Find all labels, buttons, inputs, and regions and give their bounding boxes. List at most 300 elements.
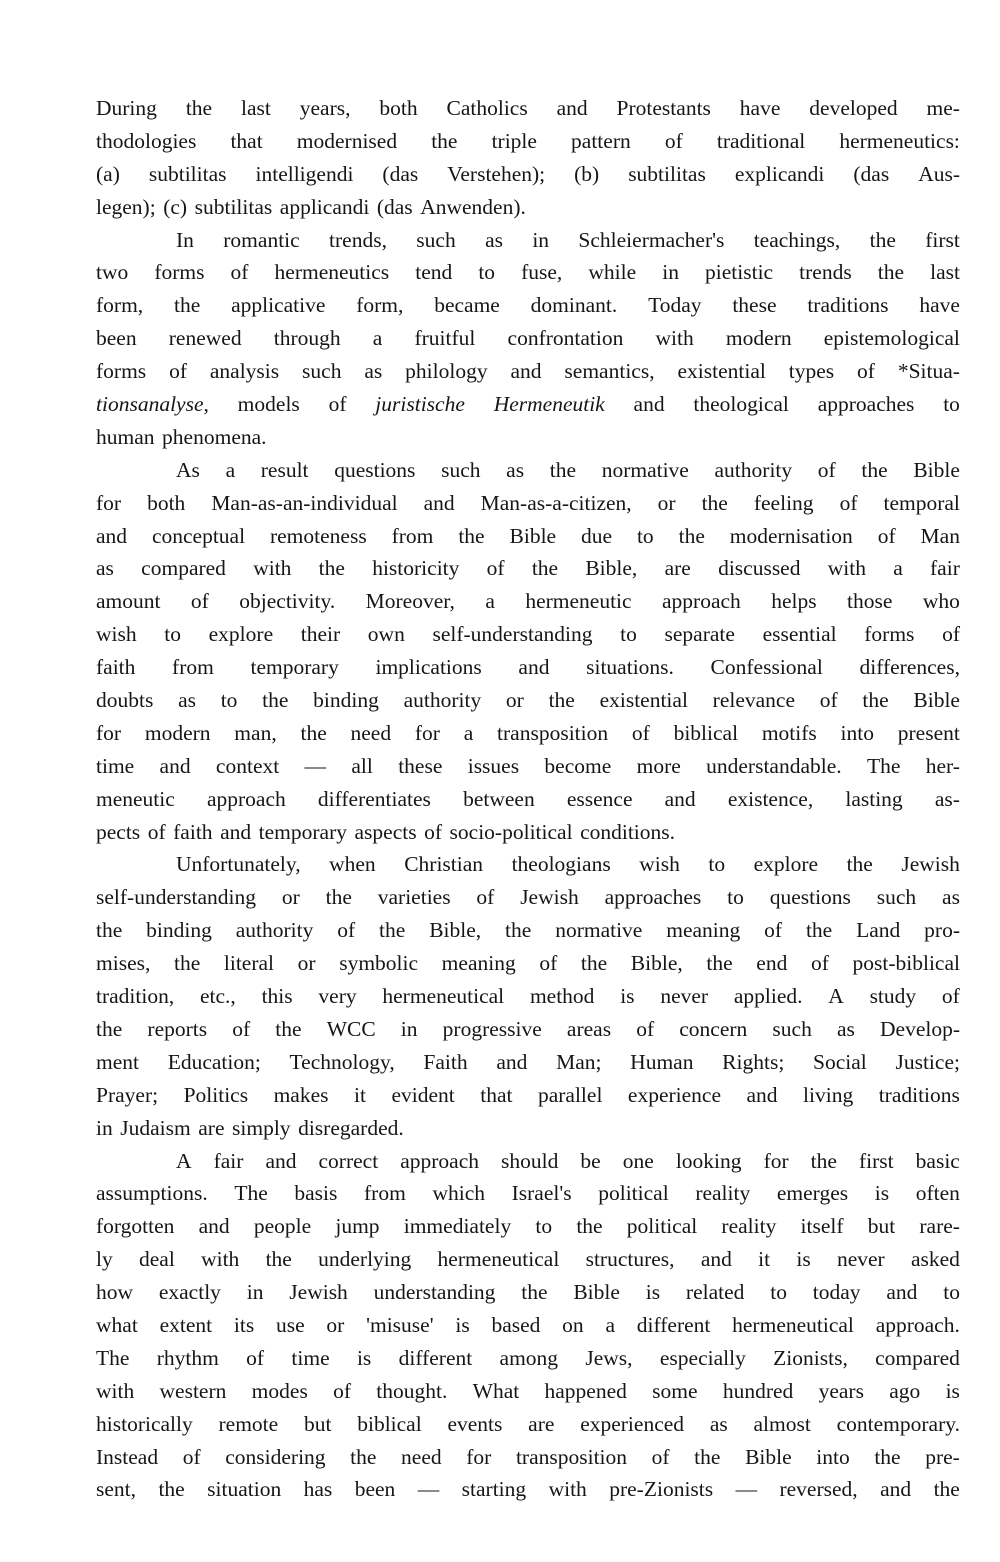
word: in xyxy=(246,1280,264,1305)
word: of xyxy=(486,556,505,581)
word: temporal xyxy=(883,490,960,515)
word: doubts xyxy=(96,688,154,713)
word: Protestants xyxy=(616,96,711,120)
word: hermeneutic xyxy=(525,589,632,614)
word: as- xyxy=(934,786,960,811)
word: this xyxy=(261,984,293,1009)
word: Confessional xyxy=(710,655,823,680)
word: Jewish xyxy=(520,885,579,910)
word: the xyxy=(173,293,201,318)
word: of xyxy=(424,819,443,844)
word: that xyxy=(480,1082,513,1107)
word: Faith xyxy=(423,1049,468,1074)
word: both xyxy=(147,490,186,515)
word: are xyxy=(528,1411,555,1436)
word: (c) xyxy=(163,194,188,219)
word: of xyxy=(636,1016,655,1041)
word: Man-as-an-individual xyxy=(211,490,398,515)
word: through xyxy=(273,326,341,351)
text-line xyxy=(96,1408,960,1441)
word: who xyxy=(922,589,960,614)
word: normative xyxy=(555,918,643,943)
word: pects xyxy=(96,819,141,844)
word: pattern xyxy=(571,128,631,153)
word: happened xyxy=(544,1378,627,1403)
text-line xyxy=(96,487,960,520)
word: of xyxy=(539,951,558,976)
word: pre-Zionists xyxy=(609,1477,714,1502)
word: for xyxy=(96,490,122,515)
word: and xyxy=(633,392,665,417)
word: hermeneutics: xyxy=(839,128,960,153)
word: temporary xyxy=(258,819,347,844)
word: years xyxy=(818,1378,864,1403)
text-line xyxy=(96,717,960,750)
word: The xyxy=(866,753,901,778)
word: and xyxy=(664,786,696,811)
word: human xyxy=(96,424,155,449)
word: transposition xyxy=(515,1444,628,1469)
word: and xyxy=(700,1247,732,1272)
word: with xyxy=(96,1378,135,1403)
word: remote xyxy=(218,1411,279,1436)
word: Jewish xyxy=(289,1280,348,1305)
word: applied. xyxy=(733,984,803,1009)
word: people xyxy=(253,1214,312,1239)
word: Moreover, xyxy=(365,589,455,614)
word: and xyxy=(496,1049,528,1074)
word: reversed, xyxy=(779,1477,858,1502)
word: mises, xyxy=(96,951,151,976)
word: authority xyxy=(235,918,314,943)
word: of xyxy=(651,1444,670,1469)
word: Jewish xyxy=(901,852,960,877)
word: amount xyxy=(96,589,161,614)
word: the xyxy=(862,688,889,713)
word: approaches xyxy=(604,885,702,910)
word: aspects xyxy=(354,819,417,844)
word: the xyxy=(379,918,406,943)
word: almost xyxy=(753,1411,811,1436)
word: become xyxy=(544,753,612,778)
word: evident xyxy=(391,1082,455,1107)
word: and xyxy=(220,819,252,844)
word: jump xyxy=(335,1214,380,1239)
word: the xyxy=(96,1016,123,1041)
word: explicandi xyxy=(734,161,825,186)
text-line xyxy=(96,256,960,289)
word: due xyxy=(581,523,613,548)
word: the xyxy=(325,885,352,910)
word: Bible xyxy=(913,688,960,713)
word: tradition, xyxy=(96,984,175,1009)
word: emerges xyxy=(776,1181,849,1206)
word: such xyxy=(876,885,917,910)
word: parallel xyxy=(537,1082,603,1107)
word: time xyxy=(96,753,135,778)
word: areas xyxy=(566,1016,612,1041)
word: a xyxy=(485,589,495,614)
word: pre- xyxy=(925,1444,960,1469)
word: Bible, xyxy=(429,918,482,943)
word: for xyxy=(763,1148,789,1173)
word: The xyxy=(96,1345,130,1370)
word: the xyxy=(933,1477,960,1502)
word: types xyxy=(788,359,835,384)
word: Social xyxy=(813,1049,867,1074)
word: essence xyxy=(566,786,633,811)
word: modernised xyxy=(296,128,398,153)
word: intelligendi xyxy=(255,161,354,186)
word: discussed xyxy=(718,556,801,581)
word: forms xyxy=(864,622,915,647)
word: ly xyxy=(96,1247,113,1272)
word: the xyxy=(580,951,608,976)
word: of xyxy=(810,951,829,976)
word: to xyxy=(220,688,238,713)
word: wish xyxy=(96,622,137,647)
word: forgotten xyxy=(96,1214,175,1239)
word: trends xyxy=(799,260,852,285)
word: for xyxy=(96,720,122,745)
word: of xyxy=(941,984,960,1009)
word: hermeneutical xyxy=(437,1247,560,1272)
word: the xyxy=(458,523,485,548)
word: has xyxy=(303,1477,333,1502)
word: as xyxy=(836,1016,855,1041)
word: to xyxy=(478,260,496,285)
word: correct xyxy=(318,1148,379,1173)
word: and xyxy=(518,655,550,680)
word: from xyxy=(172,655,214,680)
word: understandable. xyxy=(706,753,842,778)
word: Develop- xyxy=(880,1016,960,1041)
word: What xyxy=(472,1378,520,1403)
word: situations. xyxy=(586,655,674,680)
word: contemporary. xyxy=(836,1411,960,1436)
word: romantic xyxy=(223,227,300,252)
word: Man; xyxy=(556,1049,602,1074)
word: theological xyxy=(693,392,789,417)
word: Judaism xyxy=(120,1115,191,1140)
word: the xyxy=(846,852,873,877)
word: of xyxy=(857,359,875,384)
word: Technology, xyxy=(289,1049,395,1074)
word: existence, xyxy=(727,786,814,811)
word: is xyxy=(874,1181,890,1206)
text-line xyxy=(96,651,960,684)
word: understanding xyxy=(373,1280,496,1305)
word: to xyxy=(636,523,654,548)
word: literal xyxy=(223,951,275,976)
word: the xyxy=(548,688,575,713)
text-line xyxy=(96,1375,960,1408)
word: as xyxy=(96,556,114,581)
word: issues xyxy=(467,753,520,778)
text-line xyxy=(96,980,960,1013)
word: self-understanding xyxy=(432,622,593,647)
word: Catholics xyxy=(446,96,528,120)
word: form, xyxy=(96,293,144,318)
word: Jews, xyxy=(585,1345,633,1370)
word: — xyxy=(304,753,327,778)
word: to xyxy=(708,852,726,877)
text-line xyxy=(96,388,960,421)
word: fair xyxy=(930,556,960,581)
word: faith xyxy=(96,655,136,680)
word: varieties xyxy=(377,885,451,910)
word: ment xyxy=(96,1049,139,1074)
word: as xyxy=(364,359,383,384)
word: of xyxy=(246,1345,265,1370)
word: assumptions. xyxy=(96,1181,208,1206)
word: trends, xyxy=(329,227,387,252)
text-line xyxy=(96,92,960,125)
word: is xyxy=(945,1378,960,1403)
word: what xyxy=(96,1312,138,1337)
word: tionsanalyse, xyxy=(96,392,209,417)
word: to xyxy=(943,392,960,417)
text-line xyxy=(96,881,960,914)
word: different xyxy=(398,1345,473,1370)
word: different xyxy=(636,1312,711,1337)
word: tend xyxy=(415,260,453,285)
word: modern xyxy=(144,720,211,745)
word: very xyxy=(318,984,357,1009)
word: hermeneutics xyxy=(274,260,390,285)
word: experience xyxy=(627,1082,722,1107)
word: sent, xyxy=(96,1477,137,1502)
word: it xyxy=(758,1247,771,1272)
word: Bible, xyxy=(630,951,683,976)
word: use xyxy=(275,1312,305,1337)
paragraph xyxy=(96,92,960,224)
word: modernisation xyxy=(729,523,853,548)
word: last xyxy=(930,260,960,285)
word: of xyxy=(476,885,495,910)
word: of xyxy=(232,1016,251,1041)
word: as xyxy=(178,688,196,713)
word: for xyxy=(414,720,440,745)
word: today xyxy=(812,1280,861,1305)
word: result xyxy=(260,457,309,482)
word: on xyxy=(562,1312,584,1337)
word: which xyxy=(432,1181,485,1206)
word: the xyxy=(861,457,888,482)
word: thodologies xyxy=(96,128,197,153)
word: and xyxy=(159,753,191,778)
word: confrontation xyxy=(507,326,624,351)
word: from xyxy=(364,1181,406,1206)
word: these xyxy=(398,753,443,778)
text-line xyxy=(96,816,960,849)
word: existential xyxy=(599,688,688,713)
text-line xyxy=(96,783,960,816)
word: and xyxy=(423,490,455,515)
word: (das xyxy=(382,161,419,186)
word: authority xyxy=(403,688,482,713)
word: of xyxy=(819,688,838,713)
word: structures, xyxy=(585,1247,675,1272)
word: first xyxy=(858,1148,894,1173)
word: fruitful xyxy=(414,326,476,351)
word: binding xyxy=(146,918,212,943)
text-line xyxy=(96,552,960,585)
word: lasting xyxy=(845,786,903,811)
word: legen); xyxy=(96,194,156,219)
word: applicandi xyxy=(279,194,370,219)
word: forms xyxy=(154,260,205,285)
word: — xyxy=(735,1477,758,1502)
word: one xyxy=(622,1148,654,1173)
word: first xyxy=(925,227,960,252)
word: of xyxy=(942,622,960,647)
word: and xyxy=(880,1477,912,1502)
paragraph xyxy=(96,224,960,454)
word: A xyxy=(176,1148,192,1173)
word: exactly xyxy=(158,1280,221,1305)
word: rare- xyxy=(919,1214,960,1239)
word: western xyxy=(159,1378,227,1403)
word: need xyxy=(350,720,392,745)
paragraph xyxy=(96,1145,960,1507)
word: Schleiermacher's xyxy=(578,227,725,252)
word: need xyxy=(401,1444,442,1469)
word: the xyxy=(173,951,201,976)
text-line xyxy=(96,421,960,454)
text-line xyxy=(96,289,960,322)
word: never xyxy=(836,1247,885,1272)
word: thought. xyxy=(376,1378,448,1403)
word: explore xyxy=(753,852,819,877)
word: (b) xyxy=(574,161,600,186)
word: teachings, xyxy=(753,227,841,252)
word: essential xyxy=(762,622,837,647)
text-line xyxy=(96,947,960,980)
word: renewed xyxy=(168,326,242,351)
word: Hermeneutik xyxy=(493,392,605,417)
word: her- xyxy=(925,753,960,778)
word: reality xyxy=(695,1181,751,1206)
word: of xyxy=(230,260,249,285)
word: have xyxy=(739,96,781,120)
word: how xyxy=(96,1280,134,1305)
word: differentiates xyxy=(317,786,431,811)
word: based xyxy=(491,1312,541,1337)
text-line xyxy=(96,1079,960,1112)
word: or xyxy=(326,1312,345,1337)
word: of xyxy=(147,819,166,844)
word: historically xyxy=(96,1411,193,1436)
word: basic xyxy=(915,1148,960,1173)
word: such xyxy=(772,1016,812,1041)
word: Unfortunately, xyxy=(176,852,301,877)
word: especially xyxy=(659,1345,746,1370)
word: in xyxy=(662,260,679,285)
word: the xyxy=(678,523,705,548)
text-line xyxy=(96,1177,960,1210)
word: (das xyxy=(853,161,890,186)
word: as xyxy=(942,885,960,910)
word: into xyxy=(840,720,874,745)
word: the xyxy=(549,457,577,482)
word: between xyxy=(463,786,535,811)
word: conditions. xyxy=(580,819,676,844)
word: among xyxy=(499,1345,559,1370)
word: such xyxy=(416,227,456,252)
word: The xyxy=(234,1181,268,1206)
word: Instead xyxy=(96,1444,159,1469)
word: post-biblical xyxy=(852,951,960,976)
word: of xyxy=(328,392,347,417)
text-line xyxy=(96,224,960,257)
word: During xyxy=(96,96,157,120)
word: of xyxy=(190,589,209,614)
word: and xyxy=(556,96,588,120)
word: subtilitas xyxy=(194,194,273,219)
text-line xyxy=(96,158,960,191)
word: of xyxy=(337,918,356,943)
word: never xyxy=(660,984,709,1009)
text-line xyxy=(96,454,960,487)
word: the xyxy=(810,1148,837,1173)
word: juristische xyxy=(375,392,465,417)
text-line xyxy=(96,914,960,947)
word: method xyxy=(529,984,595,1009)
word: been xyxy=(96,326,137,351)
word: with xyxy=(548,1477,587,1502)
word: experienced xyxy=(580,1411,685,1436)
word: hundred xyxy=(722,1378,794,1403)
word: years, xyxy=(299,96,351,120)
word: the xyxy=(318,556,345,581)
word: to xyxy=(164,622,181,647)
word: traditions xyxy=(878,1082,960,1107)
word: transposition xyxy=(497,720,609,745)
word: two xyxy=(96,260,129,285)
word: the xyxy=(694,1444,721,1469)
word: remoteness xyxy=(269,523,367,548)
word: meaning xyxy=(441,951,516,976)
word: Man xyxy=(920,523,960,548)
word: underlying xyxy=(318,1247,412,1272)
word: (das xyxy=(376,194,413,219)
word: biblical xyxy=(357,1411,422,1436)
text-line xyxy=(96,1342,960,1375)
word: existential xyxy=(677,359,766,384)
word: etc., xyxy=(200,984,236,1009)
word: Justice; xyxy=(895,1049,960,1074)
text-line xyxy=(96,684,960,717)
word: of xyxy=(764,918,783,943)
word: Bible xyxy=(509,523,557,548)
word: differences, xyxy=(859,655,960,680)
word: the xyxy=(262,688,289,713)
word: of xyxy=(333,1378,352,1403)
word: basis xyxy=(294,1181,338,1206)
word: for xyxy=(466,1444,492,1469)
word: and xyxy=(510,359,542,384)
word: Verstehen); xyxy=(447,161,546,186)
word: been xyxy=(354,1477,396,1502)
word: of xyxy=(169,359,187,384)
word: context xyxy=(215,753,280,778)
word: and xyxy=(265,1148,297,1173)
word: with xyxy=(253,556,292,581)
word: starting xyxy=(461,1477,527,1502)
word: the xyxy=(874,1444,901,1469)
word: to xyxy=(727,885,744,910)
